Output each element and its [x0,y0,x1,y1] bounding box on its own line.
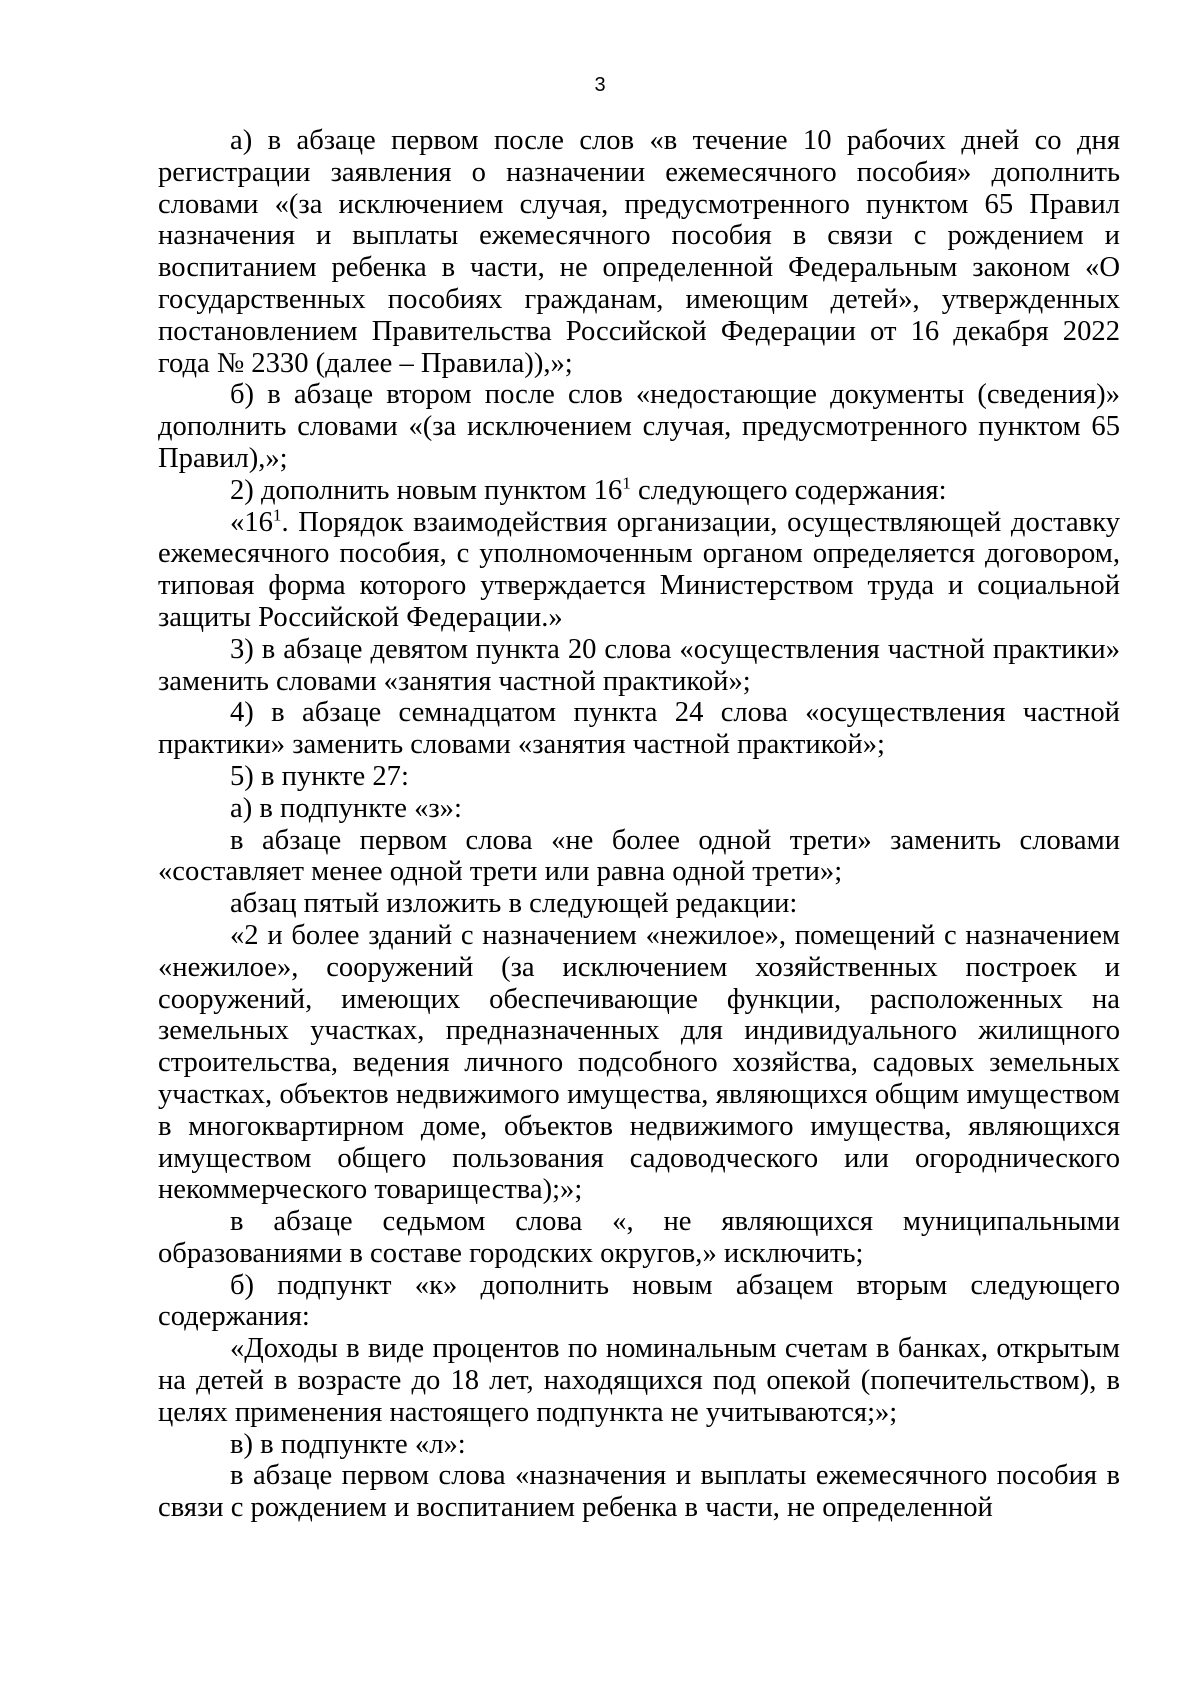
paragraph-text: . Порядок взаимодействия организации, осуществляющей доставку ежемесячного пособия, с уполномоченным органом определяется договором, типовая форма которого утверждается Министерством труда и социальной защиты Российской Федерации.» [158,506,1120,633]
paragraph: а) в абзаце первом после слов «в течение 10 рабочих дней со дня регистрации заявления о назначении ежемесячного пособия» дополнить словами «(за исключением случая, предусмотренного пунктом 65 Правил назначения и выплаты ежемесячного пособия в связи с рождением и воспитанием ребенка в части, не определенной Федеральным законом «О государственных пособиях гражданам, имеющим детей», утвержденных постановлением Правительства Российской Федерации от 16 декабря 2022 года № 2330 (далее – Правила)),»; [158,125,1120,379]
page-number: 3 [594,74,606,96]
superscript: 1 [622,473,631,493]
superscript: 1 [272,505,282,525]
paragraph: абзац пятый изложить в следующей редакции: [230,888,798,920]
paragraph: 3) в абзаце девятом пункта 20 слова «осуществления частной практики» заменить словами «занятия частной практикой»; [158,633,1120,697]
paragraph-text: «16 [230,506,273,538]
paragraph-text: следующего содержания: [630,474,947,506]
paragraph: в абзаце первом слова «назначения и выплаты ежемесячного пособия в связи с рождением и воспитанием ребенка в части, не определенной [158,1460,1120,1524]
paragraph: 5) в пункте 27: [230,760,409,792]
paragraph-text: 2) дополнить новым пунктом 16 [230,474,623,506]
paragraph: «2 и более зданий с назначением «нежилое», помещений с назначением «нежилое», сооружений (за исключением хозяйственных построек и сооружений, имеющих обеспечивающие функции, расположенных на земельных участках, предназначенных для индивидуального жилищного строительства, ведения личного подсобного хозяйства, садовых земельных участках, объектов недвижимого имущества, являющихся общим имуществом в многоквартирном доме, объектов недвижимого имущества, являющихся имуществом общего пользования садоводческого или огороднического некоммерческого товарищества);»; [158,919,1120,1206]
paragraph: в) в подпункте «л»: [230,1428,466,1460]
paragraph [158,507,1120,634]
paragraph: а) в подпункте «з»: [230,792,462,824]
paragraph: «Доходы в виде процентов по номинальным счетам в банках, открытым на детей в возрасте до 18 лет, находящихся под опекой (попечительством), в целях применения настоящего подпункта не учитываются;»; [158,1333,1120,1428]
paragraph: б) в абзаце втором после слов «недостающие документы (сведения)» дополнить словами «(за исключением случая, предусмотренного пунктом 65 Правил),»; [158,379,1120,474]
paragraph: в абзаце первом слова «не более одной трети» заменить словами «составляет менее одной трети или равна одной трети»; [158,824,1120,888]
paragraph [158,475,1120,507]
paragraph: в абзаце седьмом слова «, не являющихся муниципальными образованиями в составе городских округов,» исключить; [158,1206,1120,1269]
paragraph: б) подпункт «к» дополнить новым абзацем вторым следующего содержания: [158,1269,1120,1333]
paragraph: 4) в абзаце семнадцатом пункта 24 слова «осуществления частной практики» заменить словами «занятия частной практикой»; [158,697,1120,761]
document-body [158,125,1120,1524]
